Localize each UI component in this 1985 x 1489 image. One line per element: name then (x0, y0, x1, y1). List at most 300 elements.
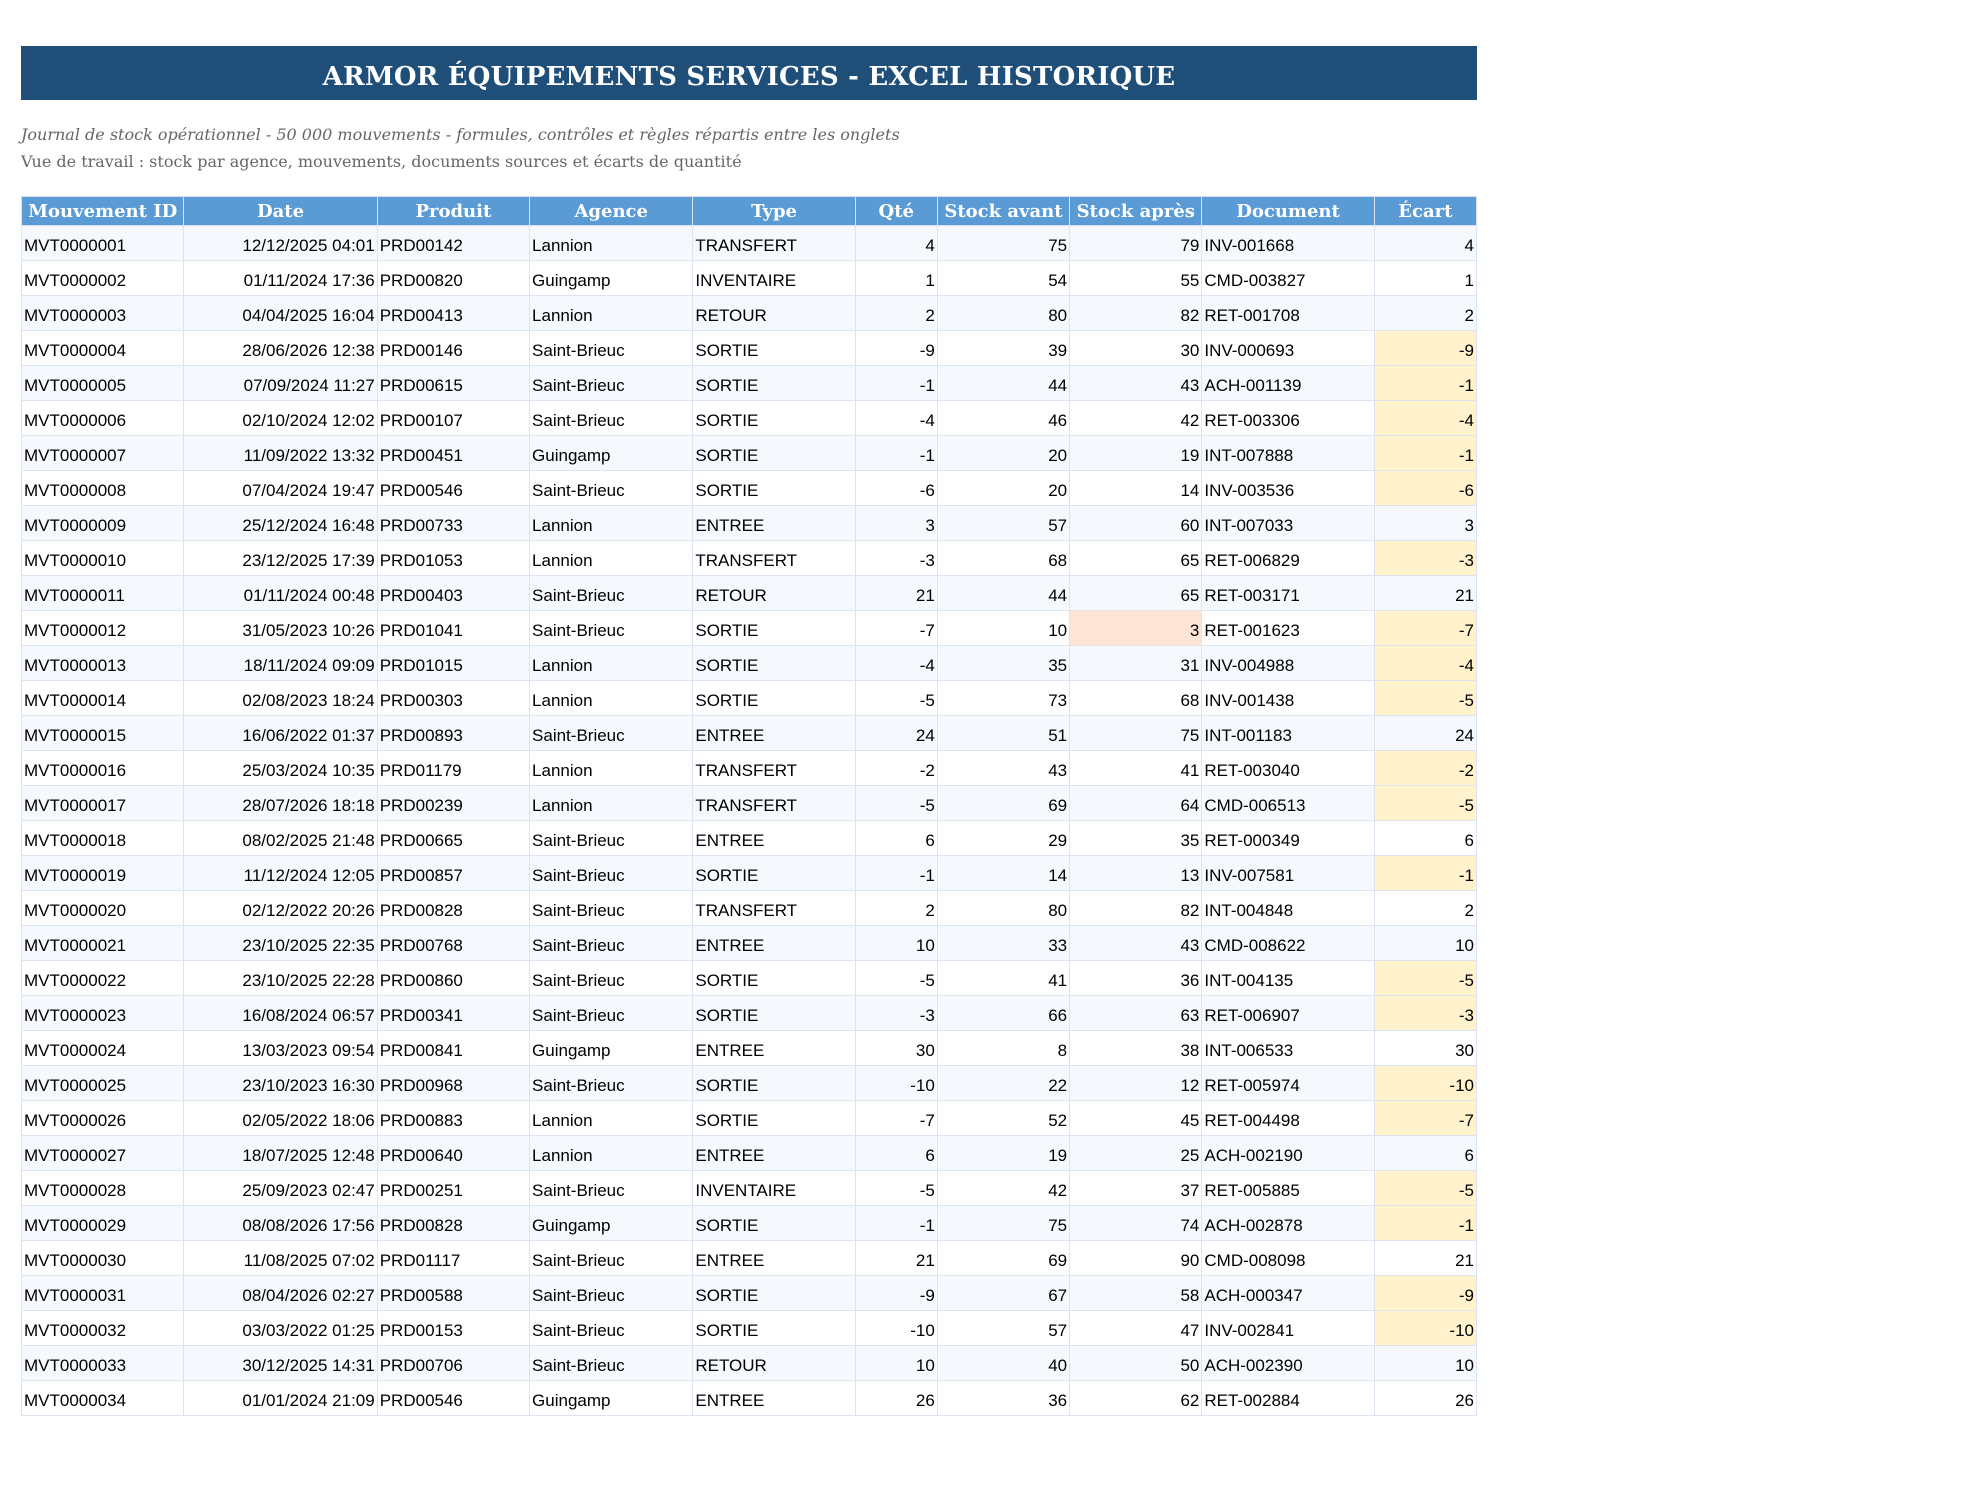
cell-stock-apres[interactable]: 13 (1070, 856, 1202, 891)
cell-stock-avant[interactable]: 75 (937, 1206, 1069, 1241)
cell-type[interactable]: SORTIE (693, 471, 855, 506)
cell-qte[interactable]: -5 (855, 961, 937, 996)
cell-document[interactable]: RET-000349 (1202, 821, 1374, 856)
cell-stock-avant[interactable]: 43 (937, 751, 1069, 786)
cell-type[interactable]: INVENTAIRE (693, 1171, 855, 1206)
cell-mouvement-id[interactable]: MVT0000020 (22, 891, 184, 926)
cell-agence[interactable]: Lannion (530, 296, 693, 331)
cell-mouvement-id[interactable]: MVT0000012 (22, 611, 184, 646)
cell-ecart[interactable]: 21 (1374, 1241, 1476, 1276)
cell-stock-apres[interactable]: 62 (1070, 1381, 1202, 1416)
cell-stock-apres[interactable]: 43 (1070, 926, 1202, 961)
cell-qte[interactable]: 30 (855, 1031, 937, 1066)
cell-document[interactable]: RET-001708 (1202, 296, 1374, 331)
cell-stock-avant[interactable]: 68 (937, 541, 1069, 576)
cell-produit[interactable]: PRD00857 (377, 856, 529, 891)
cell-mouvement-id[interactable]: MVT0000026 (22, 1101, 184, 1136)
cell-agence[interactable]: Saint-Brieuc (530, 1241, 693, 1276)
cell-produit[interactable]: PRD00451 (377, 436, 529, 471)
cell-document[interactable]: RET-006829 (1202, 541, 1374, 576)
cell-stock-avant[interactable]: 69 (937, 1241, 1069, 1276)
cell-date[interactable]: 18/07/2025 12:48 (184, 1136, 377, 1171)
cell-date[interactable]: 03/03/2022 01:25 (184, 1311, 377, 1346)
cell-stock-avant[interactable]: 39 (937, 331, 1069, 366)
cell-stock-apres[interactable]: 65 (1070, 576, 1202, 611)
cell-produit[interactable]: PRD00142 (377, 226, 529, 261)
cell-ecart[interactable]: -9 (1374, 1276, 1476, 1311)
cell-date[interactable]: 25/12/2024 16:48 (184, 506, 377, 541)
cell-ecart[interactable]: -1 (1374, 856, 1476, 891)
cell-qte[interactable]: 2 (855, 891, 937, 926)
cell-ecart[interactable]: -7 (1374, 1101, 1476, 1136)
cell-qte[interactable]: -3 (855, 541, 937, 576)
cell-agence[interactable]: Saint-Brieuc (530, 856, 693, 891)
cell-mouvement-id[interactable]: MVT0000033 (22, 1346, 184, 1381)
cell-date[interactable]: 23/10/2025 22:28 (184, 961, 377, 996)
cell-ecart[interactable]: 6 (1374, 821, 1476, 856)
cell-document[interactable]: INT-007033 (1202, 506, 1374, 541)
cell-date[interactable]: 08/02/2025 21:48 (184, 821, 377, 856)
cell-ecart[interactable]: -2 (1374, 751, 1476, 786)
cell-mouvement-id[interactable]: MVT0000029 (22, 1206, 184, 1241)
cell-ecart[interactable]: -5 (1374, 681, 1476, 716)
cell-stock-avant[interactable]: 22 (937, 1066, 1069, 1101)
cell-qte[interactable]: 21 (855, 576, 937, 611)
cell-qte[interactable]: 1 (855, 261, 937, 296)
cell-ecart[interactable]: -4 (1374, 646, 1476, 681)
cell-ecart[interactable]: 10 (1374, 926, 1476, 961)
cell-document[interactable]: RET-003171 (1202, 576, 1374, 611)
cell-stock-avant[interactable]: 44 (937, 576, 1069, 611)
cell-date[interactable]: 08/04/2026 02:27 (184, 1276, 377, 1311)
cell-mouvement-id[interactable]: MVT0000004 (22, 331, 184, 366)
column-header-stock-apres[interactable]: Stock après (1070, 197, 1202, 226)
cell-document[interactable]: ACH-002390 (1202, 1346, 1374, 1381)
cell-date[interactable]: 02/08/2023 18:24 (184, 681, 377, 716)
cell-mouvement-id[interactable]: MVT0000019 (22, 856, 184, 891)
cell-agence[interactable]: Guingamp (530, 1381, 693, 1416)
cell-stock-avant[interactable]: 35 (937, 646, 1069, 681)
cell-date[interactable]: 13/03/2023 09:54 (184, 1031, 377, 1066)
cell-produit[interactable]: PRD01179 (377, 751, 529, 786)
cell-agence[interactable]: Lannion (530, 681, 693, 716)
cell-qte[interactable]: -5 (855, 1171, 937, 1206)
cell-type[interactable]: SORTIE (693, 996, 855, 1031)
cell-date[interactable]: 16/08/2024 06:57 (184, 996, 377, 1031)
cell-document[interactable]: RET-001623 (1202, 611, 1374, 646)
cell-type[interactable]: RETOUR (693, 576, 855, 611)
cell-document[interactable]: INV-004988 (1202, 646, 1374, 681)
cell-type[interactable]: SORTIE (693, 1311, 855, 1346)
cell-ecart[interactable]: -5 (1374, 961, 1476, 996)
cell-type[interactable]: SORTIE (693, 366, 855, 401)
cell-type[interactable]: TRANSFERT (693, 541, 855, 576)
cell-produit[interactable]: PRD00883 (377, 1101, 529, 1136)
cell-ecart[interactable]: -9 (1374, 331, 1476, 366)
cell-mouvement-id[interactable]: MVT0000018 (22, 821, 184, 856)
cell-produit[interactable]: PRD00706 (377, 1346, 529, 1381)
column-header-document[interactable]: Document (1202, 197, 1374, 226)
cell-type[interactable]: SORTIE (693, 961, 855, 996)
cell-produit[interactable]: PRD00146 (377, 331, 529, 366)
cell-date[interactable]: 02/10/2024 12:02 (184, 401, 377, 436)
cell-stock-avant[interactable]: 20 (937, 436, 1069, 471)
cell-document[interactable]: INV-001438 (1202, 681, 1374, 716)
column-header-qte[interactable]: Qté (855, 197, 937, 226)
cell-agence[interactable]: Guingamp (530, 436, 693, 471)
cell-document[interactable]: RET-004498 (1202, 1101, 1374, 1136)
cell-document[interactable]: ACH-001139 (1202, 366, 1374, 401)
cell-date[interactable]: 07/04/2024 19:47 (184, 471, 377, 506)
cell-type[interactable]: SORTIE (693, 1066, 855, 1101)
cell-type[interactable]: SORTIE (693, 401, 855, 436)
cell-produit[interactable]: PRD01041 (377, 611, 529, 646)
cell-agence[interactable]: Saint-Brieuc (530, 471, 693, 506)
cell-document[interactable]: INT-007888 (1202, 436, 1374, 471)
cell-document[interactable]: ACH-000347 (1202, 1276, 1374, 1311)
cell-stock-avant[interactable]: 44 (937, 366, 1069, 401)
cell-mouvement-id[interactable]: MVT0000013 (22, 646, 184, 681)
cell-stock-apres[interactable]: 42 (1070, 401, 1202, 436)
cell-produit[interactable]: PRD00893 (377, 716, 529, 751)
cell-type[interactable]: RETOUR (693, 296, 855, 331)
cell-date[interactable]: 28/07/2026 18:18 (184, 786, 377, 821)
cell-stock-avant[interactable]: 40 (937, 1346, 1069, 1381)
cell-qte[interactable]: -7 (855, 611, 937, 646)
cell-type[interactable]: ENTREE (693, 1241, 855, 1276)
cell-ecart[interactable]: -3 (1374, 541, 1476, 576)
cell-document[interactable]: ACH-002190 (1202, 1136, 1374, 1171)
cell-qte[interactable]: -9 (855, 1276, 937, 1311)
cell-stock-avant[interactable]: 42 (937, 1171, 1069, 1206)
cell-stock-apres[interactable]: 50 (1070, 1346, 1202, 1381)
column-header-agence[interactable]: Agence (530, 197, 693, 226)
cell-agence[interactable]: Saint-Brieuc (530, 926, 693, 961)
cell-stock-avant[interactable]: 67 (937, 1276, 1069, 1311)
cell-ecart[interactable]: 6 (1374, 1136, 1476, 1171)
cell-agence[interactable]: Guingamp (530, 1031, 693, 1066)
cell-stock-avant[interactable]: 54 (937, 261, 1069, 296)
cell-ecart[interactable]: -10 (1374, 1311, 1476, 1346)
cell-stock-avant[interactable]: 33 (937, 926, 1069, 961)
cell-qte[interactable]: 3 (855, 506, 937, 541)
cell-qte[interactable]: 6 (855, 1136, 937, 1171)
cell-mouvement-id[interactable]: MVT0000001 (22, 226, 184, 261)
cell-qte[interactable]: -9 (855, 331, 937, 366)
cell-stock-apres[interactable]: 82 (1070, 891, 1202, 926)
cell-document[interactable]: INT-006533 (1202, 1031, 1374, 1066)
cell-mouvement-id[interactable]: MVT0000008 (22, 471, 184, 506)
cell-date[interactable]: 23/10/2025 22:35 (184, 926, 377, 961)
cell-ecart[interactable]: -6 (1374, 471, 1476, 506)
cell-date[interactable]: 11/12/2024 12:05 (184, 856, 377, 891)
cell-date[interactable]: 04/04/2025 16:04 (184, 296, 377, 331)
cell-type[interactable]: TRANSFERT (693, 226, 855, 261)
cell-ecart[interactable]: 1 (1374, 261, 1476, 296)
cell-stock-avant[interactable]: 10 (937, 611, 1069, 646)
cell-agence[interactable]: Saint-Brieuc (530, 961, 693, 996)
cell-type[interactable]: SORTIE (693, 436, 855, 471)
cell-agence[interactable]: Lannion (530, 786, 693, 821)
cell-ecart[interactable]: 10 (1374, 1346, 1476, 1381)
cell-produit[interactable]: PRD00546 (377, 1381, 529, 1416)
cell-type[interactable]: TRANSFERT (693, 891, 855, 926)
cell-qte[interactable]: -2 (855, 751, 937, 786)
cell-stock-apres[interactable]: 63 (1070, 996, 1202, 1031)
cell-stock-avant[interactable]: 69 (937, 786, 1069, 821)
cell-stock-apres[interactable]: 35 (1070, 821, 1202, 856)
cell-mouvement-id[interactable]: MVT0000028 (22, 1171, 184, 1206)
cell-qte[interactable]: 21 (855, 1241, 937, 1276)
cell-agence[interactable]: Saint-Brieuc (530, 996, 693, 1031)
cell-stock-avant[interactable]: 80 (937, 296, 1069, 331)
cell-qte[interactable]: -1 (855, 856, 937, 891)
cell-mouvement-id[interactable]: MVT0000034 (22, 1381, 184, 1416)
cell-mouvement-id[interactable]: MVT0000007 (22, 436, 184, 471)
cell-agence[interactable]: Saint-Brieuc (530, 1276, 693, 1311)
cell-document[interactable]: CMD-008098 (1202, 1241, 1374, 1276)
cell-agence[interactable]: Guingamp (530, 1206, 693, 1241)
column-header-stock-avant[interactable]: Stock avant (937, 197, 1069, 226)
cell-date[interactable]: 01/01/2024 21:09 (184, 1381, 377, 1416)
cell-stock-apres[interactable]: 36 (1070, 961, 1202, 996)
cell-stock-apres[interactable]: 68 (1070, 681, 1202, 716)
cell-type[interactable]: SORTIE (693, 646, 855, 681)
cell-stock-apres[interactable]: 47 (1070, 1311, 1202, 1346)
cell-date[interactable]: 02/12/2022 20:26 (184, 891, 377, 926)
cell-mouvement-id[interactable]: MVT0000030 (22, 1241, 184, 1276)
cell-document[interactable]: CMD-003827 (1202, 261, 1374, 296)
cell-qte[interactable]: -4 (855, 401, 937, 436)
cell-date[interactable]: 02/05/2022 18:06 (184, 1101, 377, 1136)
cell-type[interactable]: TRANSFERT (693, 786, 855, 821)
cell-qte[interactable]: 24 (855, 716, 937, 751)
cell-agence[interactable]: Saint-Brieuc (530, 716, 693, 751)
cell-qte[interactable]: 10 (855, 1346, 937, 1381)
cell-date[interactable]: 28/06/2026 12:38 (184, 331, 377, 366)
cell-stock-apres[interactable]: 60 (1070, 506, 1202, 541)
cell-stock-avant[interactable]: 8 (937, 1031, 1069, 1066)
cell-qte[interactable]: -1 (855, 436, 937, 471)
cell-stock-apres[interactable]: 90 (1070, 1241, 1202, 1276)
cell-agence[interactable]: Saint-Brieuc (530, 891, 693, 926)
cell-produit[interactable]: PRD01053 (377, 541, 529, 576)
cell-produit[interactable]: PRD00665 (377, 821, 529, 856)
cell-type[interactable]: ENTREE (693, 716, 855, 751)
cell-stock-apres[interactable]: 38 (1070, 1031, 1202, 1066)
cell-document[interactable]: INT-001183 (1202, 716, 1374, 751)
cell-mouvement-id[interactable]: MVT0000009 (22, 506, 184, 541)
cell-ecart[interactable]: -5 (1374, 1171, 1476, 1206)
column-header-ecart[interactable]: Écart (1374, 197, 1476, 226)
cell-document[interactable]: RET-006907 (1202, 996, 1374, 1031)
cell-mouvement-id[interactable]: MVT0000015 (22, 716, 184, 751)
cell-agence[interactable]: Saint-Brieuc (530, 821, 693, 856)
cell-ecart[interactable]: -4 (1374, 401, 1476, 436)
cell-document[interactable]: RET-002884 (1202, 1381, 1374, 1416)
cell-date[interactable]: 30/12/2025 14:31 (184, 1346, 377, 1381)
cell-type[interactable]: SORTIE (693, 1276, 855, 1311)
cell-mouvement-id[interactable]: MVT0000011 (22, 576, 184, 611)
cell-produit[interactable]: PRD00107 (377, 401, 529, 436)
cell-qte[interactable]: -6 (855, 471, 937, 506)
cell-type[interactable]: SORTIE (693, 681, 855, 716)
cell-ecart[interactable]: 26 (1374, 1381, 1476, 1416)
cell-mouvement-id[interactable]: MVT0000010 (22, 541, 184, 576)
cell-stock-apres[interactable]: 65 (1070, 541, 1202, 576)
cell-document[interactable]: CMD-006513 (1202, 786, 1374, 821)
cell-mouvement-id[interactable]: MVT0000002 (22, 261, 184, 296)
cell-document[interactable]: INV-007581 (1202, 856, 1374, 891)
cell-date[interactable]: 08/08/2026 17:56 (184, 1206, 377, 1241)
cell-stock-apres[interactable]: 55 (1070, 261, 1202, 296)
cell-mouvement-id[interactable]: MVT0000032 (22, 1311, 184, 1346)
cell-qte[interactable]: -1 (855, 1206, 937, 1241)
cell-type[interactable]: ENTREE (693, 1136, 855, 1171)
cell-document[interactable]: RET-005885 (1202, 1171, 1374, 1206)
cell-type[interactable]: ENTREE (693, 926, 855, 961)
cell-stock-apres[interactable]: 74 (1070, 1206, 1202, 1241)
cell-ecart[interactable]: 24 (1374, 716, 1476, 751)
cell-stock-apres[interactable]: 82 (1070, 296, 1202, 331)
cell-mouvement-id[interactable]: MVT0000006 (22, 401, 184, 436)
cell-date[interactable]: 11/08/2025 07:02 (184, 1241, 377, 1276)
cell-date[interactable]: 18/11/2024 09:09 (184, 646, 377, 681)
cell-stock-apres[interactable]: 12 (1070, 1066, 1202, 1101)
cell-produit[interactable]: PRD00828 (377, 891, 529, 926)
cell-stock-avant[interactable]: 73 (937, 681, 1069, 716)
cell-date[interactable]: 01/11/2024 00:48 (184, 576, 377, 611)
cell-ecart[interactable]: -7 (1374, 611, 1476, 646)
cell-agence[interactable]: Lannion (530, 226, 693, 261)
cell-qte[interactable]: -5 (855, 681, 937, 716)
cell-produit[interactable]: PRD00768 (377, 926, 529, 961)
column-header-type[interactable]: Type (693, 197, 855, 226)
cell-stock-apres[interactable]: 41 (1070, 751, 1202, 786)
cell-produit[interactable]: PRD00546 (377, 471, 529, 506)
cell-produit[interactable]: PRD00860 (377, 961, 529, 996)
cell-stock-avant[interactable]: 57 (937, 1311, 1069, 1346)
cell-stock-apres[interactable]: 79 (1070, 226, 1202, 261)
cell-stock-avant[interactable]: 51 (937, 716, 1069, 751)
cell-type[interactable]: SORTIE (693, 1206, 855, 1241)
cell-produit[interactable]: PRD00303 (377, 681, 529, 716)
cell-type[interactable]: SORTIE (693, 331, 855, 366)
cell-agence[interactable]: Lannion (530, 751, 693, 786)
cell-ecart[interactable]: 3 (1374, 506, 1476, 541)
cell-agence[interactable]: Saint-Brieuc (530, 1066, 693, 1101)
cell-stock-avant[interactable]: 20 (937, 471, 1069, 506)
cell-qte[interactable]: 26 (855, 1381, 937, 1416)
cell-mouvement-id[interactable]: MVT0000003 (22, 296, 184, 331)
cell-produit[interactable]: PRD00403 (377, 576, 529, 611)
cell-produit[interactable]: PRD00413 (377, 296, 529, 331)
cell-agence[interactable]: Saint-Brieuc (530, 331, 693, 366)
cell-agence[interactable]: Lannion (530, 1101, 693, 1136)
cell-produit[interactable]: PRD01117 (377, 1241, 529, 1276)
cell-date[interactable]: 11/09/2022 13:32 (184, 436, 377, 471)
cell-type[interactable]: ENTREE (693, 1381, 855, 1416)
cell-agence[interactable]: Saint-Brieuc (530, 1171, 693, 1206)
cell-agence[interactable]: Saint-Brieuc (530, 576, 693, 611)
cell-agence[interactable]: Saint-Brieuc (530, 401, 693, 436)
cell-type[interactable]: ENTREE (693, 1031, 855, 1066)
cell-type[interactable]: ENTREE (693, 821, 855, 856)
cell-produit[interactable]: PRD01015 (377, 646, 529, 681)
cell-qte[interactable]: -7 (855, 1101, 937, 1136)
cell-qte[interactable]: -3 (855, 996, 937, 1031)
cell-stock-apres[interactable]: 43 (1070, 366, 1202, 401)
cell-date[interactable]: 16/06/2022 01:37 (184, 716, 377, 751)
cell-mouvement-id[interactable]: MVT0000024 (22, 1031, 184, 1066)
cell-ecart[interactable]: 30 (1374, 1031, 1476, 1066)
cell-stock-avant[interactable]: 19 (937, 1136, 1069, 1171)
cell-produit[interactable]: PRD00820 (377, 261, 529, 296)
cell-ecart[interactable]: -1 (1374, 366, 1476, 401)
cell-document[interactable]: INV-001668 (1202, 226, 1374, 261)
cell-stock-apres[interactable]: 64 (1070, 786, 1202, 821)
cell-stock-avant[interactable]: 75 (937, 226, 1069, 261)
cell-qte[interactable]: 10 (855, 926, 937, 961)
cell-agence[interactable]: Saint-Brieuc (530, 366, 693, 401)
cell-stock-avant[interactable]: 80 (937, 891, 1069, 926)
cell-stock-apres[interactable]: 14 (1070, 471, 1202, 506)
cell-agence[interactable]: Saint-Brieuc (530, 1346, 693, 1381)
cell-qte[interactable]: -1 (855, 366, 937, 401)
cell-mouvement-id[interactable]: MVT0000016 (22, 751, 184, 786)
column-header-date[interactable]: Date (184, 197, 377, 226)
cell-document[interactable]: RET-005974 (1202, 1066, 1374, 1101)
cell-produit[interactable]: PRD00615 (377, 366, 529, 401)
cell-type[interactable]: SORTIE (693, 611, 855, 646)
cell-document[interactable]: INV-003536 (1202, 471, 1374, 506)
cell-document[interactable]: INT-004848 (1202, 891, 1374, 926)
cell-agence[interactable]: Saint-Brieuc (530, 611, 693, 646)
cell-stock-avant[interactable]: 57 (937, 506, 1069, 541)
cell-type[interactable]: SORTIE (693, 1101, 855, 1136)
cell-date[interactable]: 25/09/2023 02:47 (184, 1171, 377, 1206)
cell-mouvement-id[interactable]: MVT0000025 (22, 1066, 184, 1101)
cell-agence[interactable]: Lannion (530, 646, 693, 681)
cell-mouvement-id[interactable]: MVT0000027 (22, 1136, 184, 1171)
cell-produit[interactable]: PRD00828 (377, 1206, 529, 1241)
cell-stock-apres[interactable]: 75 (1070, 716, 1202, 751)
cell-produit[interactable]: PRD00341 (377, 996, 529, 1031)
cell-type[interactable]: ENTREE (693, 506, 855, 541)
cell-agence[interactable]: Lannion (530, 506, 693, 541)
cell-stock-avant[interactable]: 36 (937, 1381, 1069, 1416)
cell-ecart[interactable]: -1 (1374, 436, 1476, 471)
cell-stock-apres[interactable]: 30 (1070, 331, 1202, 366)
cell-date[interactable]: 23/12/2025 17:39 (184, 541, 377, 576)
cell-stock-avant[interactable]: 14 (937, 856, 1069, 891)
cell-mouvement-id[interactable]: MVT0000021 (22, 926, 184, 961)
cell-qte[interactable]: -5 (855, 786, 937, 821)
cell-ecart[interactable]: 21 (1374, 576, 1476, 611)
cell-ecart[interactable]: -10 (1374, 1066, 1476, 1101)
cell-produit[interactable]: PRD00251 (377, 1171, 529, 1206)
cell-document[interactable]: INV-002841 (1202, 1311, 1374, 1346)
cell-ecart[interactable]: -1 (1374, 1206, 1476, 1241)
cell-date[interactable]: 31/05/2023 10:26 (184, 611, 377, 646)
cell-ecart[interactable]: 2 (1374, 891, 1476, 926)
cell-stock-apres[interactable]: 19 (1070, 436, 1202, 471)
column-header-mouvement-id[interactable]: Mouvement ID (22, 197, 184, 226)
cell-stock-apres[interactable]: 3 (1070, 611, 1202, 646)
cell-qte[interactable]: -4 (855, 646, 937, 681)
cell-mouvement-id[interactable]: MVT0000014 (22, 681, 184, 716)
cell-document[interactable]: CMD-008622 (1202, 926, 1374, 961)
